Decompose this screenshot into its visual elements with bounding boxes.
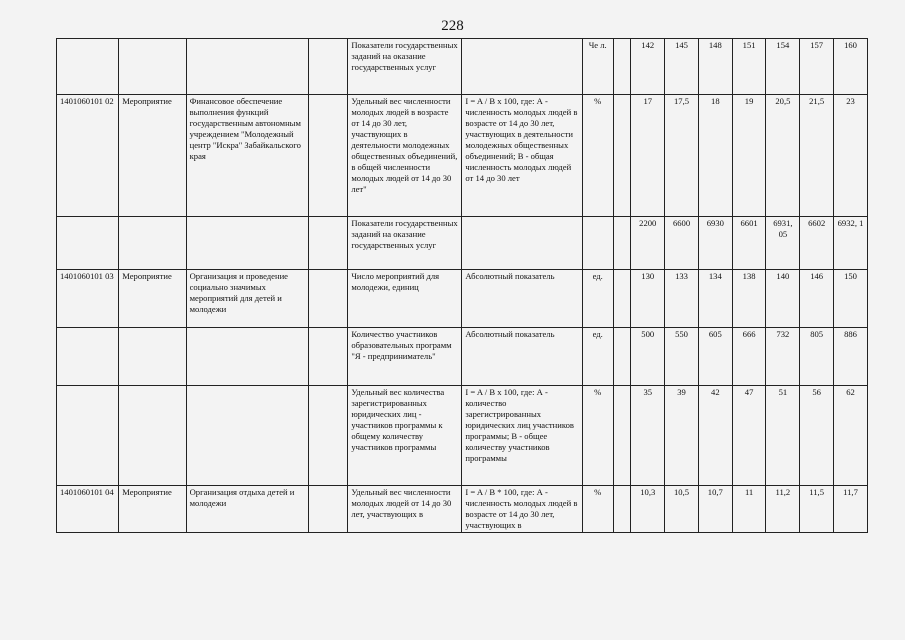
blank-cell <box>613 95 631 217</box>
blank-cell <box>613 486 631 533</box>
table-row <box>57 328 868 386</box>
value-cell: 666 <box>732 328 766 386</box>
blank-cell <box>308 95 347 217</box>
event-name-cell: Организация отдыха детей и молодежи <box>186 486 308 533</box>
value-cell: 140 <box>766 270 800 328</box>
value-cell: 6932, 1 <box>834 217 868 270</box>
formula-cell <box>462 217 582 270</box>
indicator-cell: Число мероприятий для молодежи, единиц <box>348 270 462 328</box>
value-cell: 732 <box>766 328 800 386</box>
value-cell: 154 <box>766 39 800 95</box>
formula-cell: I = A / B x 100, где: А - численность молодых людей в возрасте от 14 до 30 лет, участвующих в деятельности молодежных общественных объединений; В - общая численность молодых людей от 14 до 30 лет <box>462 95 582 217</box>
value-cell: 11 <box>732 486 766 533</box>
table-row <box>57 39 868 95</box>
value-cell: 148 <box>698 39 732 95</box>
value-cell: 6931, 05 <box>766 217 800 270</box>
code-cell: 1401060101 03 <box>57 270 119 328</box>
value-cell: 62 <box>834 386 868 486</box>
unit-cell: % <box>582 95 613 217</box>
value-cell: 550 <box>665 328 699 386</box>
event-name-cell <box>186 217 308 270</box>
blank-cell <box>613 270 631 328</box>
value-cell: 47 <box>732 386 766 486</box>
event-name-cell <box>186 39 308 95</box>
blank-cell <box>308 270 347 328</box>
value-cell: 17 <box>631 95 665 217</box>
value-cell: 39 <box>665 386 699 486</box>
code-cell <box>57 217 119 270</box>
value-cell: 134 <box>698 270 732 328</box>
value-cell: 10,5 <box>665 486 699 533</box>
value-cell: 130 <box>631 270 665 328</box>
value-cell: 138 <box>732 270 766 328</box>
event-type-cell: Мероприятие <box>119 270 186 328</box>
value-cell: 20,5 <box>766 95 800 217</box>
blank-cell <box>613 39 631 95</box>
event-name-cell <box>186 386 308 486</box>
value-cell: 133 <box>665 270 699 328</box>
indicator-cell: Удельный вес численности молодых людей в возрасте от 14 до 30 лет, участвующих в деятельности молодежных общественных объединений, в общей численности молодых людей от 14 до 30 лет" <box>348 95 462 217</box>
value-cell: 11,5 <box>800 486 834 533</box>
indicator-cell: Показатели государственных заданий на оказание государственных услуг <box>348 39 462 95</box>
indicator-cell: Показатели государственных заданий на оказание государственных услуг <box>348 217 462 270</box>
indicator-cell: Количество участников образовательных программ "Я - предприниматель" <box>348 328 462 386</box>
event-name-cell: Организация и проведение социально значимых мероприятий для детей и молодежи <box>186 270 308 328</box>
blank-cell <box>308 328 347 386</box>
value-cell: 6602 <box>800 217 834 270</box>
value-cell: 6600 <box>665 217 699 270</box>
table-row <box>57 486 868 533</box>
value-cell: 11,2 <box>766 486 800 533</box>
blank-cell <box>613 217 631 270</box>
value-cell: 56 <box>800 386 834 486</box>
unit-cell: ед. <box>582 270 613 328</box>
formula-cell: Абсолютный показатель <box>462 328 582 386</box>
value-cell: 145 <box>665 39 699 95</box>
table-row <box>57 217 868 270</box>
value-cell: 19 <box>732 95 766 217</box>
value-cell: 805 <box>800 328 834 386</box>
event-name-cell <box>186 328 308 386</box>
indicator-cell: Удельный вес количества зарегистрированных юридических лиц - участников программы к общему количеству участников программы <box>348 386 462 486</box>
blank-cell <box>308 386 347 486</box>
value-cell: 500 <box>631 328 665 386</box>
unit-cell: % <box>582 486 613 533</box>
code-cell: 1401060101 02 <box>57 95 119 217</box>
value-cell: 23 <box>834 95 868 217</box>
code-cell <box>57 386 119 486</box>
formula-cell: Абсолютный показатель <box>462 270 582 328</box>
code-cell: 1401060101 04 <box>57 486 119 533</box>
blank-cell <box>308 39 347 95</box>
event-type-cell <box>119 217 186 270</box>
value-cell: 142 <box>631 39 665 95</box>
value-cell: 21,5 <box>800 95 834 217</box>
event-type-cell: Мероприятие <box>119 486 186 533</box>
value-cell: 160 <box>834 39 868 95</box>
code-cell <box>57 39 119 95</box>
event-type-cell <box>119 328 186 386</box>
value-cell: 605 <box>698 328 732 386</box>
value-cell: 10,7 <box>698 486 732 533</box>
value-cell: 17,5 <box>665 95 699 217</box>
value-cell: 157 <box>800 39 834 95</box>
code-cell <box>57 328 119 386</box>
unit-cell <box>582 217 613 270</box>
value-cell: 35 <box>631 386 665 486</box>
value-cell: 886 <box>834 328 868 386</box>
unit-cell: ед. <box>582 328 613 386</box>
value-cell: 2200 <box>631 217 665 270</box>
value-cell: 11,7 <box>834 486 868 533</box>
value-cell: 51 <box>766 386 800 486</box>
unit-cell: % <box>582 386 613 486</box>
value-cell: 18 <box>698 95 732 217</box>
value-cell: 6930 <box>698 217 732 270</box>
table-row <box>57 270 868 328</box>
blank-cell <box>308 217 347 270</box>
unit-cell: Че л. <box>582 39 613 95</box>
event-name-cell: Финансовое обеспечение выполнения функций государственным автономным учреждением "Молодежный центр "Искра" Забайкальского края <box>186 95 308 217</box>
table-row <box>57 386 868 486</box>
value-cell: 150 <box>834 270 868 328</box>
indicator-table <box>56 38 868 533</box>
formula-cell: I = A / B x 100, где: А - количество зарегистрированных юридических лиц участников программы; В - общее количеству участников программы <box>462 386 582 486</box>
value-cell: 42 <box>698 386 732 486</box>
table-row <box>57 95 868 217</box>
formula-cell <box>462 39 582 95</box>
value-cell: 151 <box>732 39 766 95</box>
value-cell: 6601 <box>732 217 766 270</box>
formula-cell: I = A / B * 100, где: А - численность молодых людей в возрасте от 14 до 30 лет, участвующих в <box>462 486 582 533</box>
page-number: 228 <box>441 18 464 34</box>
blank-cell <box>613 386 631 486</box>
event-type-cell <box>119 386 186 486</box>
event-type-cell: Мероприятие <box>119 95 186 217</box>
indicator-cell: Удельный вес численности молодых людей от 14 до 30 лет, участвующих в <box>348 486 462 533</box>
blank-cell <box>613 328 631 386</box>
blank-cell <box>308 486 347 533</box>
event-type-cell <box>119 39 186 95</box>
value-cell: 10,3 <box>631 486 665 533</box>
value-cell: 146 <box>800 270 834 328</box>
